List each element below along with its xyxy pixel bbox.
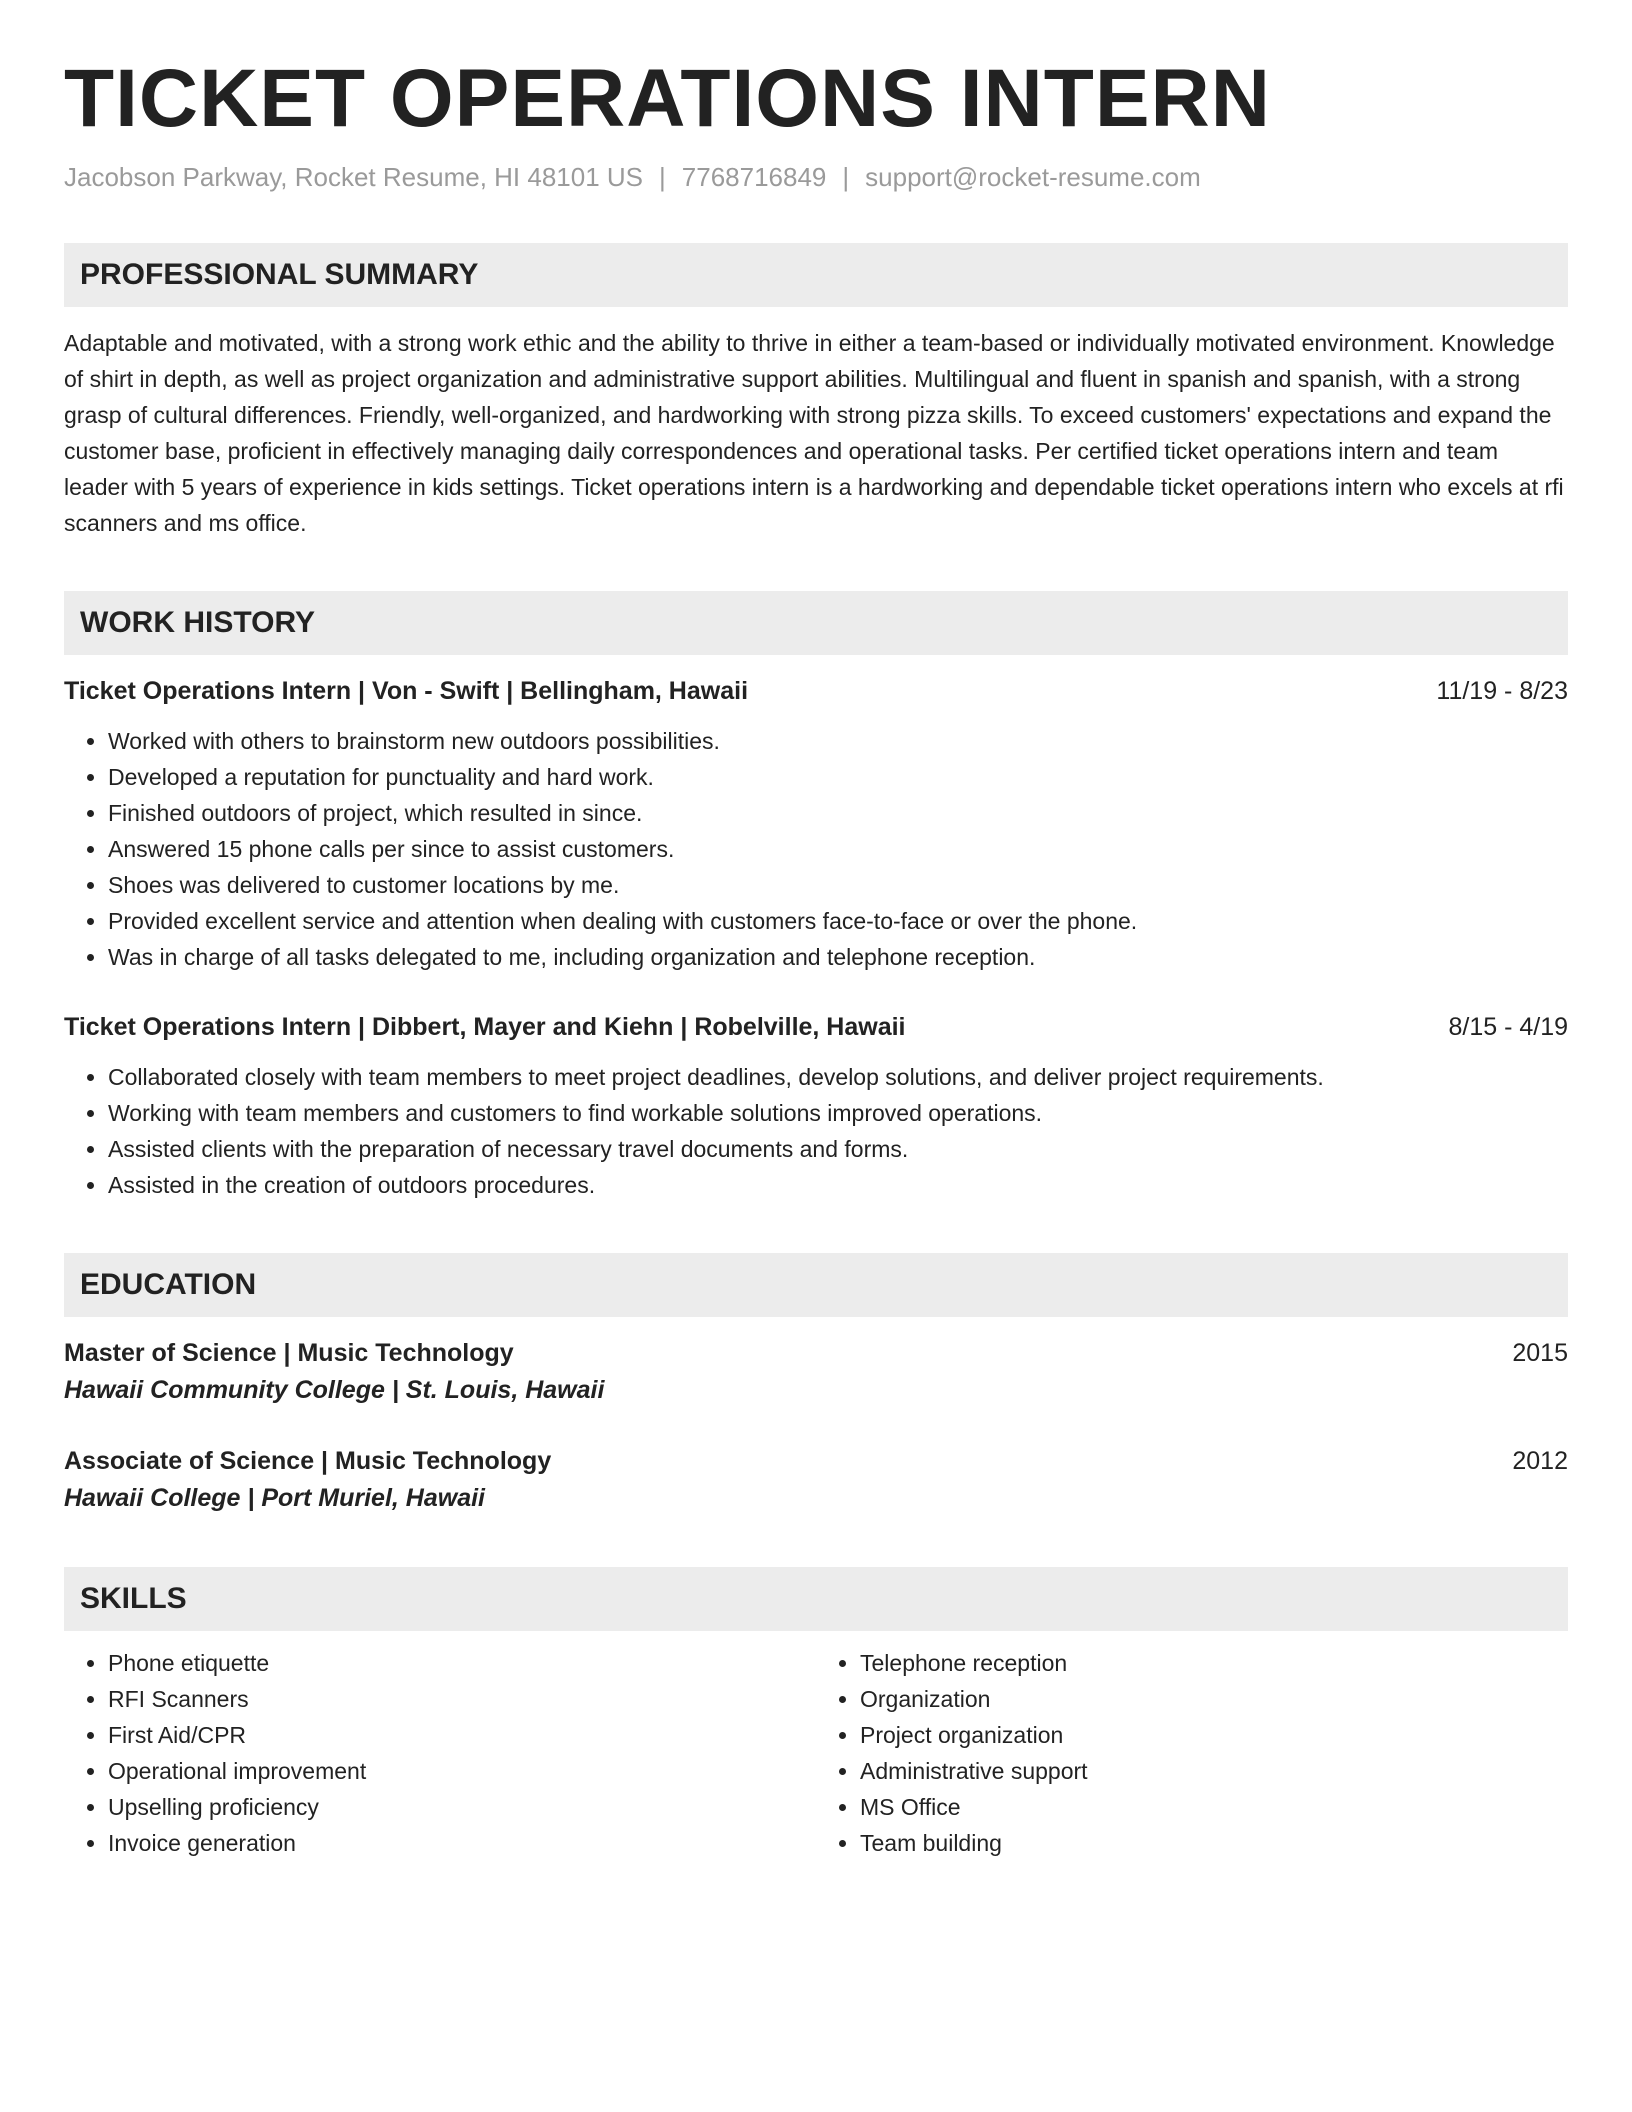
skill-item: • Invoice generation — [108, 1825, 816, 1861]
skills-column-left — [64, 1645, 816, 1861]
job-bullet: • Assisted in the creation of outdoors procedures. — [108, 1167, 1568, 1203]
section-heading-summary: PROFESSIONAL SUMMARY — [64, 243, 1568, 307]
job-bullets — [64, 1059, 1568, 1203]
school-name: Hawaii Community College | St. Louis, Hawaii — [64, 1376, 605, 1405]
contact-phone: 7768716849 — [681, 162, 827, 193]
job-bullet: • Developed a reputation for punctuality and hard work. — [108, 759, 1568, 795]
degree-year: 2012 — [1512, 1447, 1568, 1476]
contact-line — [64, 162, 1568, 193]
job-entry — [64, 1009, 1568, 1203]
job-bullet: • Answered 15 phone calls per since to assist customers. — [108, 831, 1568, 867]
contact-separator: | — [659, 162, 666, 193]
section-heading-education: EDUCATION — [64, 1253, 1568, 1317]
skill-item: • Telephone reception — [860, 1645, 1568, 1681]
job-title: Ticket Operations Intern | Dibbert, Mayer and Kiehn | Robelville, Hawaii — [64, 1013, 906, 1042]
summary-text: Adaptable and motivated, with a strong work ethic and the ability to thrive in either a team-based or individually motivated environment. Knowledge of shirt in depth, as well as project organization and administrative support abilities. Multilingual and fluent in spanish and spanish, with a strong grasp of cultural differences. Friendly, well-organized, and hardworking with strong pizza skills. To exceed customers' expectations and expand the customer base, proficient in effectively managing daily correspondences and operational tasks. Per certified ticket operations intern and team leader with 5 years of experience in kids settings. Ticket operations intern is a hardworking and dependable ticket operations intern who excels at rfi scanners and ms office. — [64, 330, 1564, 537]
job-entry — [64, 673, 1568, 975]
job-bullet: • Shoes was delivered to customer locations by me. — [108, 867, 1568, 903]
job-bullet: • Collaborated closely with team members to meet project deadlines, develop solutions, and deliver project requirements. — [108, 1059, 1568, 1095]
skill-item: • RFI Scanners — [108, 1681, 816, 1717]
skill-item: • First Aid/CPR — [108, 1717, 816, 1753]
skill-item: • Project organization — [860, 1717, 1568, 1753]
degree-title: Associate of Science | Music Technology — [64, 1447, 552, 1476]
education-header — [64, 1335, 1568, 1371]
job-bullet: • Was in charge of all tasks delegated to me, including organization and telephone reception. — [108, 939, 1568, 975]
skill-item: • Team building — [860, 1825, 1568, 1861]
job-bullet: • Provided excellent service and attention when dealing with customers face-to-face or over the phone. — [108, 903, 1568, 939]
skill-item: • Administrative support — [860, 1753, 1568, 1789]
job-bullet: • Finished outdoors of project, which resulted in since. — [108, 795, 1568, 831]
education-entry — [64, 1443, 1568, 1517]
skill-item: • MS Office — [860, 1789, 1568, 1825]
degree-title: Master of Science | Music Technology — [64, 1339, 514, 1368]
contact-address: Jacobson Parkway, Rocket Resume, HI 48101 US — [64, 162, 644, 193]
skill-item: • Organization — [860, 1681, 1568, 1717]
job-bullet: • Working with team members and customers to find workable solutions improved operations. — [108, 1095, 1568, 1131]
skills-column-right — [816, 1645, 1568, 1861]
job-dates: 11/19 - 8/23 — [1436, 677, 1568, 706]
degree-year: 2015 — [1512, 1339, 1568, 1368]
section-heading-skills: SKILLS — [64, 1567, 1568, 1631]
job-bullet: • Assisted clients with the preparation of necessary travel documents and forms. — [108, 1131, 1568, 1167]
school-name: Hawaii College | Port Muriel, Hawaii — [64, 1484, 485, 1513]
job-header — [64, 1009, 1568, 1045]
job-bullet: • Worked with others to brainstorm new outdoors possibilities. — [108, 723, 1568, 759]
education-header — [64, 1443, 1568, 1479]
skill-item: • Upselling proficiency — [108, 1789, 816, 1825]
skill-item: • Phone etiquette — [108, 1645, 816, 1681]
skill-item: • Operational improvement — [108, 1753, 816, 1789]
job-bullets — [64, 723, 1568, 975]
job-title: Ticket Operations Intern | Von - Swift | Bellingham, Hawaii — [64, 677, 749, 706]
job-dates: 8/15 - 4/19 — [1448, 1013, 1568, 1042]
contact-separator: | — [842, 162, 850, 193]
education-entry — [64, 1335, 1568, 1409]
section-heading-work-history: WORK HISTORY — [64, 591, 1568, 655]
candidate-name: TICKET OPERATIONS INTERN — [64, 53, 1271, 144]
contact-email[interactable]: support@rocket-resume.com — [865, 162, 1201, 193]
job-header — [64, 673, 1568, 709]
skills-list — [64, 1645, 1568, 1861]
